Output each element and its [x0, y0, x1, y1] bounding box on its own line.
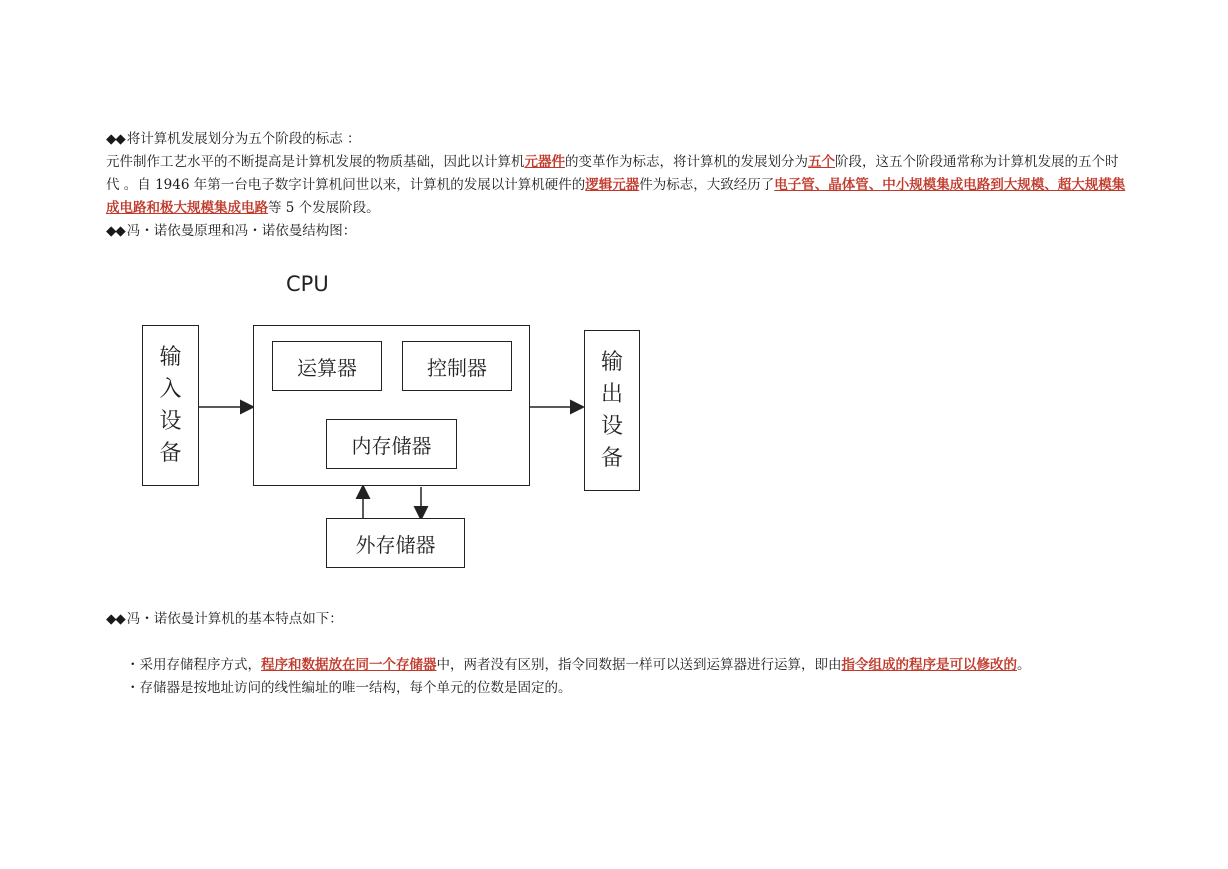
features-section	[106, 608, 1126, 700]
highlighted-term[interactable]: 逻辑元器	[585, 177, 640, 193]
diamond-bullet-icon: ◆◆	[106, 611, 125, 627]
document-body	[106, 128, 1126, 243]
input-device-box	[142, 325, 199, 486]
device-char: 输	[600, 349, 623, 375]
internal-memory-box: 内存储器	[326, 419, 457, 469]
text-run: 件为标志，大致经历了	[639, 177, 775, 193]
heading-text: 将计算机发展划分为五个阶段的标志 ：	[126, 131, 361, 147]
section-heading-stages	[106, 128, 1126, 151]
text-run: 元件制作工艺水平的不断提高是计算机发展的物质基础，因此以计算机	[106, 154, 525, 170]
heading-text: 冯・诺依曼计算机的基本特点如下：	[126, 611, 343, 627]
feature-item	[106, 677, 1126, 700]
alu-box: 运算器	[272, 341, 382, 391]
device-char: 输	[159, 344, 182, 370]
diamond-bullet-icon: ◆◆	[106, 131, 125, 147]
device-char: 入	[159, 376, 182, 402]
device-char: 备	[159, 440, 182, 466]
output-device-box	[584, 330, 640, 491]
device-char: 设	[600, 413, 623, 439]
paragraph-stages	[106, 151, 1126, 220]
text-run: 。	[1017, 657, 1031, 673]
highlighted-term[interactable]: 五个	[808, 154, 835, 170]
section-heading-von-neumann	[106, 220, 1126, 243]
text-run: ・采用存储程序方式，	[126, 657, 261, 673]
feature-item	[106, 654, 1126, 677]
highlighted-term[interactable]: 程序和数据放在同一个存储器	[261, 657, 437, 673]
device-char: 出	[600, 381, 623, 407]
heading-text: 冯・诺依曼原理和冯・诺依曼结构图：	[126, 223, 357, 239]
text-run: 阶段，这五个阶段通常称为计算机发展的五个时代 。自 1946 年第一台电子数字计算机问世以来，计算机的发展以计算机硬件的	[106, 154, 1119, 193]
control-unit-box: 控制器	[402, 341, 512, 391]
cpu-label: CPU	[286, 272, 329, 296]
device-char: 设	[159, 408, 182, 434]
highlighted-term[interactable]: 元器件	[524, 154, 565, 170]
device-char: 备	[600, 445, 623, 471]
text-run: ・存储器是按地址访问的线性编址的唯一结构，每个单元的位数是固定的。	[126, 680, 572, 696]
external-memory-box: 外存储器	[326, 518, 465, 568]
text-run: 中，两者没有区别，指令同数据一样可以送到运算器进行运算，即由	[436, 657, 842, 673]
highlighted-term[interactable]: 电子管、晶体管、中小规模集成电路到大规模、超大规模集成电路和极大规模集成电路	[106, 177, 1126, 216]
von-neumann-diagram	[136, 268, 648, 578]
diamond-bullet-icon: ◆◆	[106, 223, 125, 239]
spacer	[106, 631, 1126, 654]
text-run: 的变革作为标志，将计算机的发展划分为	[565, 154, 808, 170]
section-heading-features	[106, 608, 1126, 631]
text-run: 等 5 个发展阶段。	[268, 200, 380, 216]
highlighted-term[interactable]: 指令组成的程序是可以修改的	[841, 657, 1017, 673]
